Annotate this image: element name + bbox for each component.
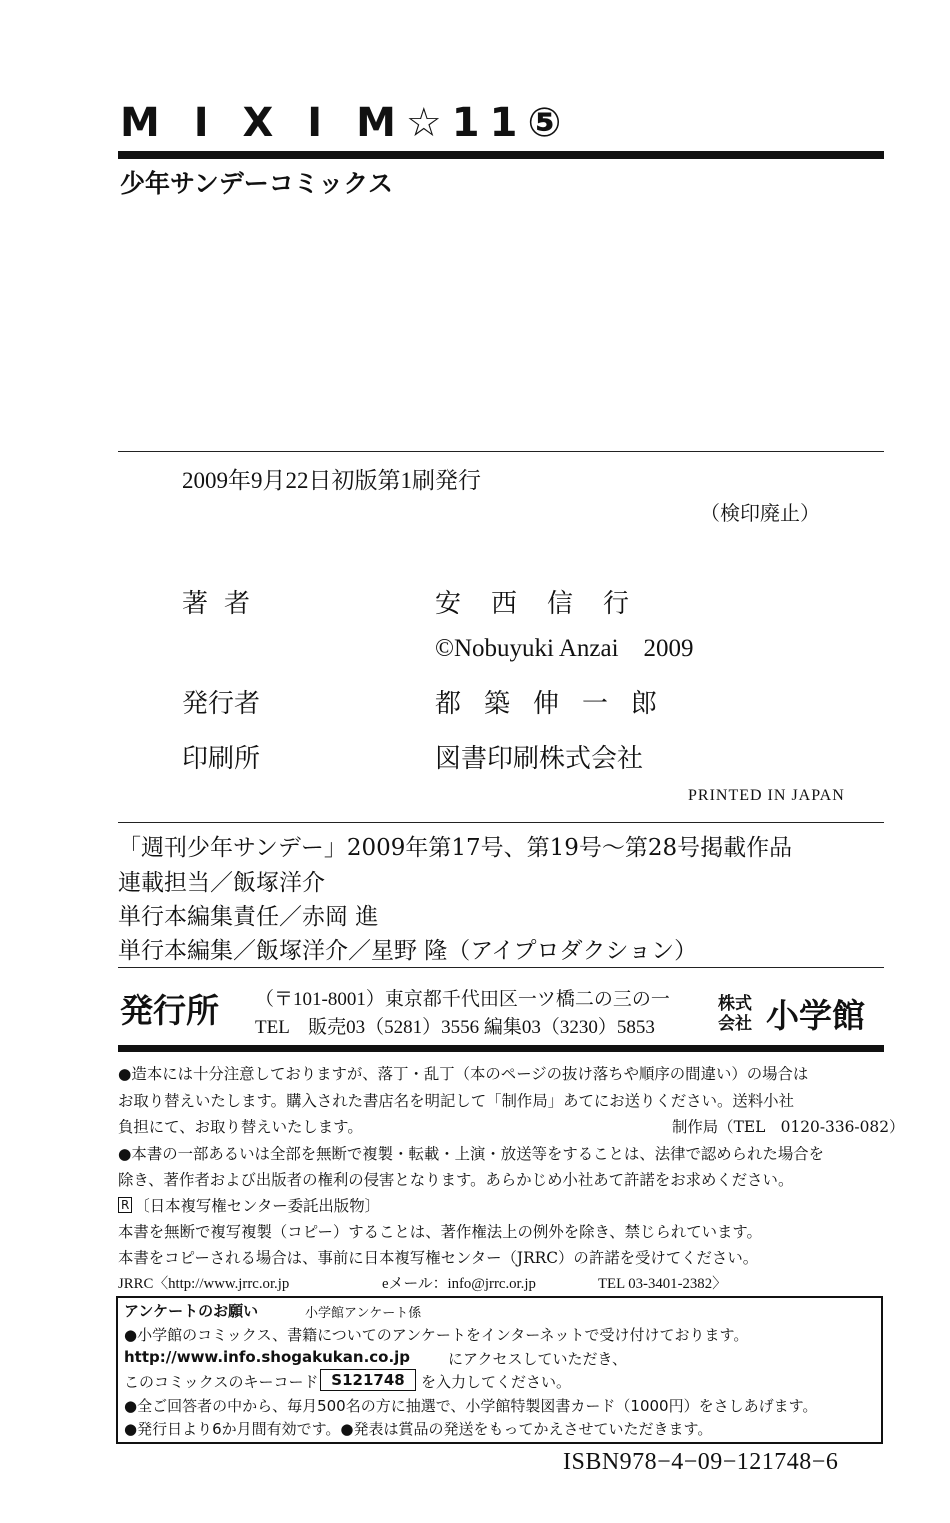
first-edition-date: 2009年9月22日初版第1刷発行: [182, 468, 481, 493]
notice-line: 本書を無断で複写複製（コピー）することは、著作権法上の例外を除き、禁じられています。: [118, 1223, 762, 1241]
jrrc-notice-line: [118, 1194, 380, 1216]
jrrc-url: JRRC〈http://www.jrrc.or.jp: [118, 1276, 290, 1292]
survey-line: ●発行日より6か月間有効です。●発表は賞品の発送をもってかえさせていただきます。: [124, 1420, 713, 1438]
colophon-top-rule: [118, 451, 884, 452]
copyright-line: ©Nobuyuki Anzai 2009: [435, 635, 694, 662]
survey-dept: 小学館アンケート係: [305, 1306, 422, 1321]
survey-url: http://www.info.shogakukan.co.jp: [124, 1348, 411, 1366]
notice-line: 除き、著作者および出版者の権利の侵害となります。あらかじめ小社あて許諾をお求めください。: [118, 1171, 794, 1189]
survey-access-text: にアクセスしていただき、: [448, 1350, 627, 1368]
key-code-box: S121748: [320, 1369, 416, 1391]
publisher-address: （〒101-8001）東京都千代田区一ツ橋二の三の一: [255, 989, 670, 1010]
publisher-person-name: 都築伸一郎: [435, 689, 681, 719]
notice-line: お取り替えいたします。購入された書店名を明記して「制作局」あてにお送りください。送料小社: [118, 1092, 794, 1110]
survey-keycode-label: このコミックスのキーコード: [124, 1373, 319, 1391]
serialization-source: 「週刊少年サンデー」2009年第17号、第19号〜第28号掲載作品: [118, 835, 793, 861]
production-dept-phone: 制作局（TEL 0120-336-082）: [672, 1118, 905, 1136]
serial-editor: 連載担当／飯塚洋介: [118, 870, 325, 896]
isbn: ISBN978−4−09−121748−6: [563, 1449, 839, 1475]
author-label: 著者: [182, 589, 267, 619]
corp-mark-bottom: 会社: [718, 1014, 752, 1034]
survey-keycode-suffix: を入力してください。: [421, 1373, 572, 1391]
book-editors: 単行本編集／飯塚洋介／星野 隆（アイプロダクション）: [118, 938, 698, 964]
jrrc-email: eメール：info@jrrc.or.jp: [382, 1276, 536, 1292]
series-label: 少年サンデーコミックス: [120, 169, 394, 198]
jrrc-phone: TEL 03-3401-2382〉: [598, 1276, 727, 1292]
jrrc-title: 〔日本複写権センター委託出版物〕: [134, 1197, 380, 1215]
publisher-phone: TEL 販売03（5281）3556 編集03（3230）5853: [255, 1017, 655, 1038]
survey-title: アンケートのお願い: [124, 1302, 259, 1320]
publisher-top-rule: [118, 967, 884, 968]
r-mark-icon: R: [118, 1197, 132, 1213]
survey-line: ●小学館のコミックス、書籍についてのアンケートをインターネットで受け付けております。: [124, 1326, 749, 1344]
publisher-name: 小学館: [766, 996, 865, 1035]
publisher-office-label: 発行所: [120, 991, 219, 1030]
title-rule: [118, 151, 884, 159]
printed-in-japan: PRINTED IN JAPAN: [688, 787, 845, 804]
printer-label: 印刷所: [182, 744, 261, 774]
printer-name: 図書印刷株式会社: [435, 744, 644, 774]
corp-mark-top: 株式: [718, 994, 752, 1014]
notice-line: 負担にて、お取り替えいたします。: [118, 1118, 363, 1136]
book-chief-editor: 単行本編集責任／赤岡 進: [118, 904, 379, 930]
author-name: 安西信行: [435, 589, 660, 619]
publisher-person-label: 発行者: [182, 689, 261, 719]
notice-line: ●本書の一部あるいは全部を無断で複製・転載・上演・放送等をすることは、法律で認められた場合を: [118, 1145, 825, 1163]
book-title: M I X I M☆11⑤: [120, 100, 572, 146]
notice-line: ●造本には十分注意しておりますが、落丁・乱丁（本のページの抜け落ちや順序の間違い）の場合は: [118, 1065, 809, 1083]
seal-abolished-note: （検印廃止）: [700, 503, 820, 525]
survey-line: ●全ご回答者の中から、毎月500名の方に抽選で、小学館特製図書カード（1000円）をさしあげます。: [124, 1397, 818, 1415]
notice-line: 本書をコピーされる場合は、事前に日本複写権センター（JRRC）の許諾を受けてください。: [118, 1249, 759, 1267]
notices-rule: [118, 1045, 884, 1052]
serial-top-rule: [118, 822, 884, 823]
